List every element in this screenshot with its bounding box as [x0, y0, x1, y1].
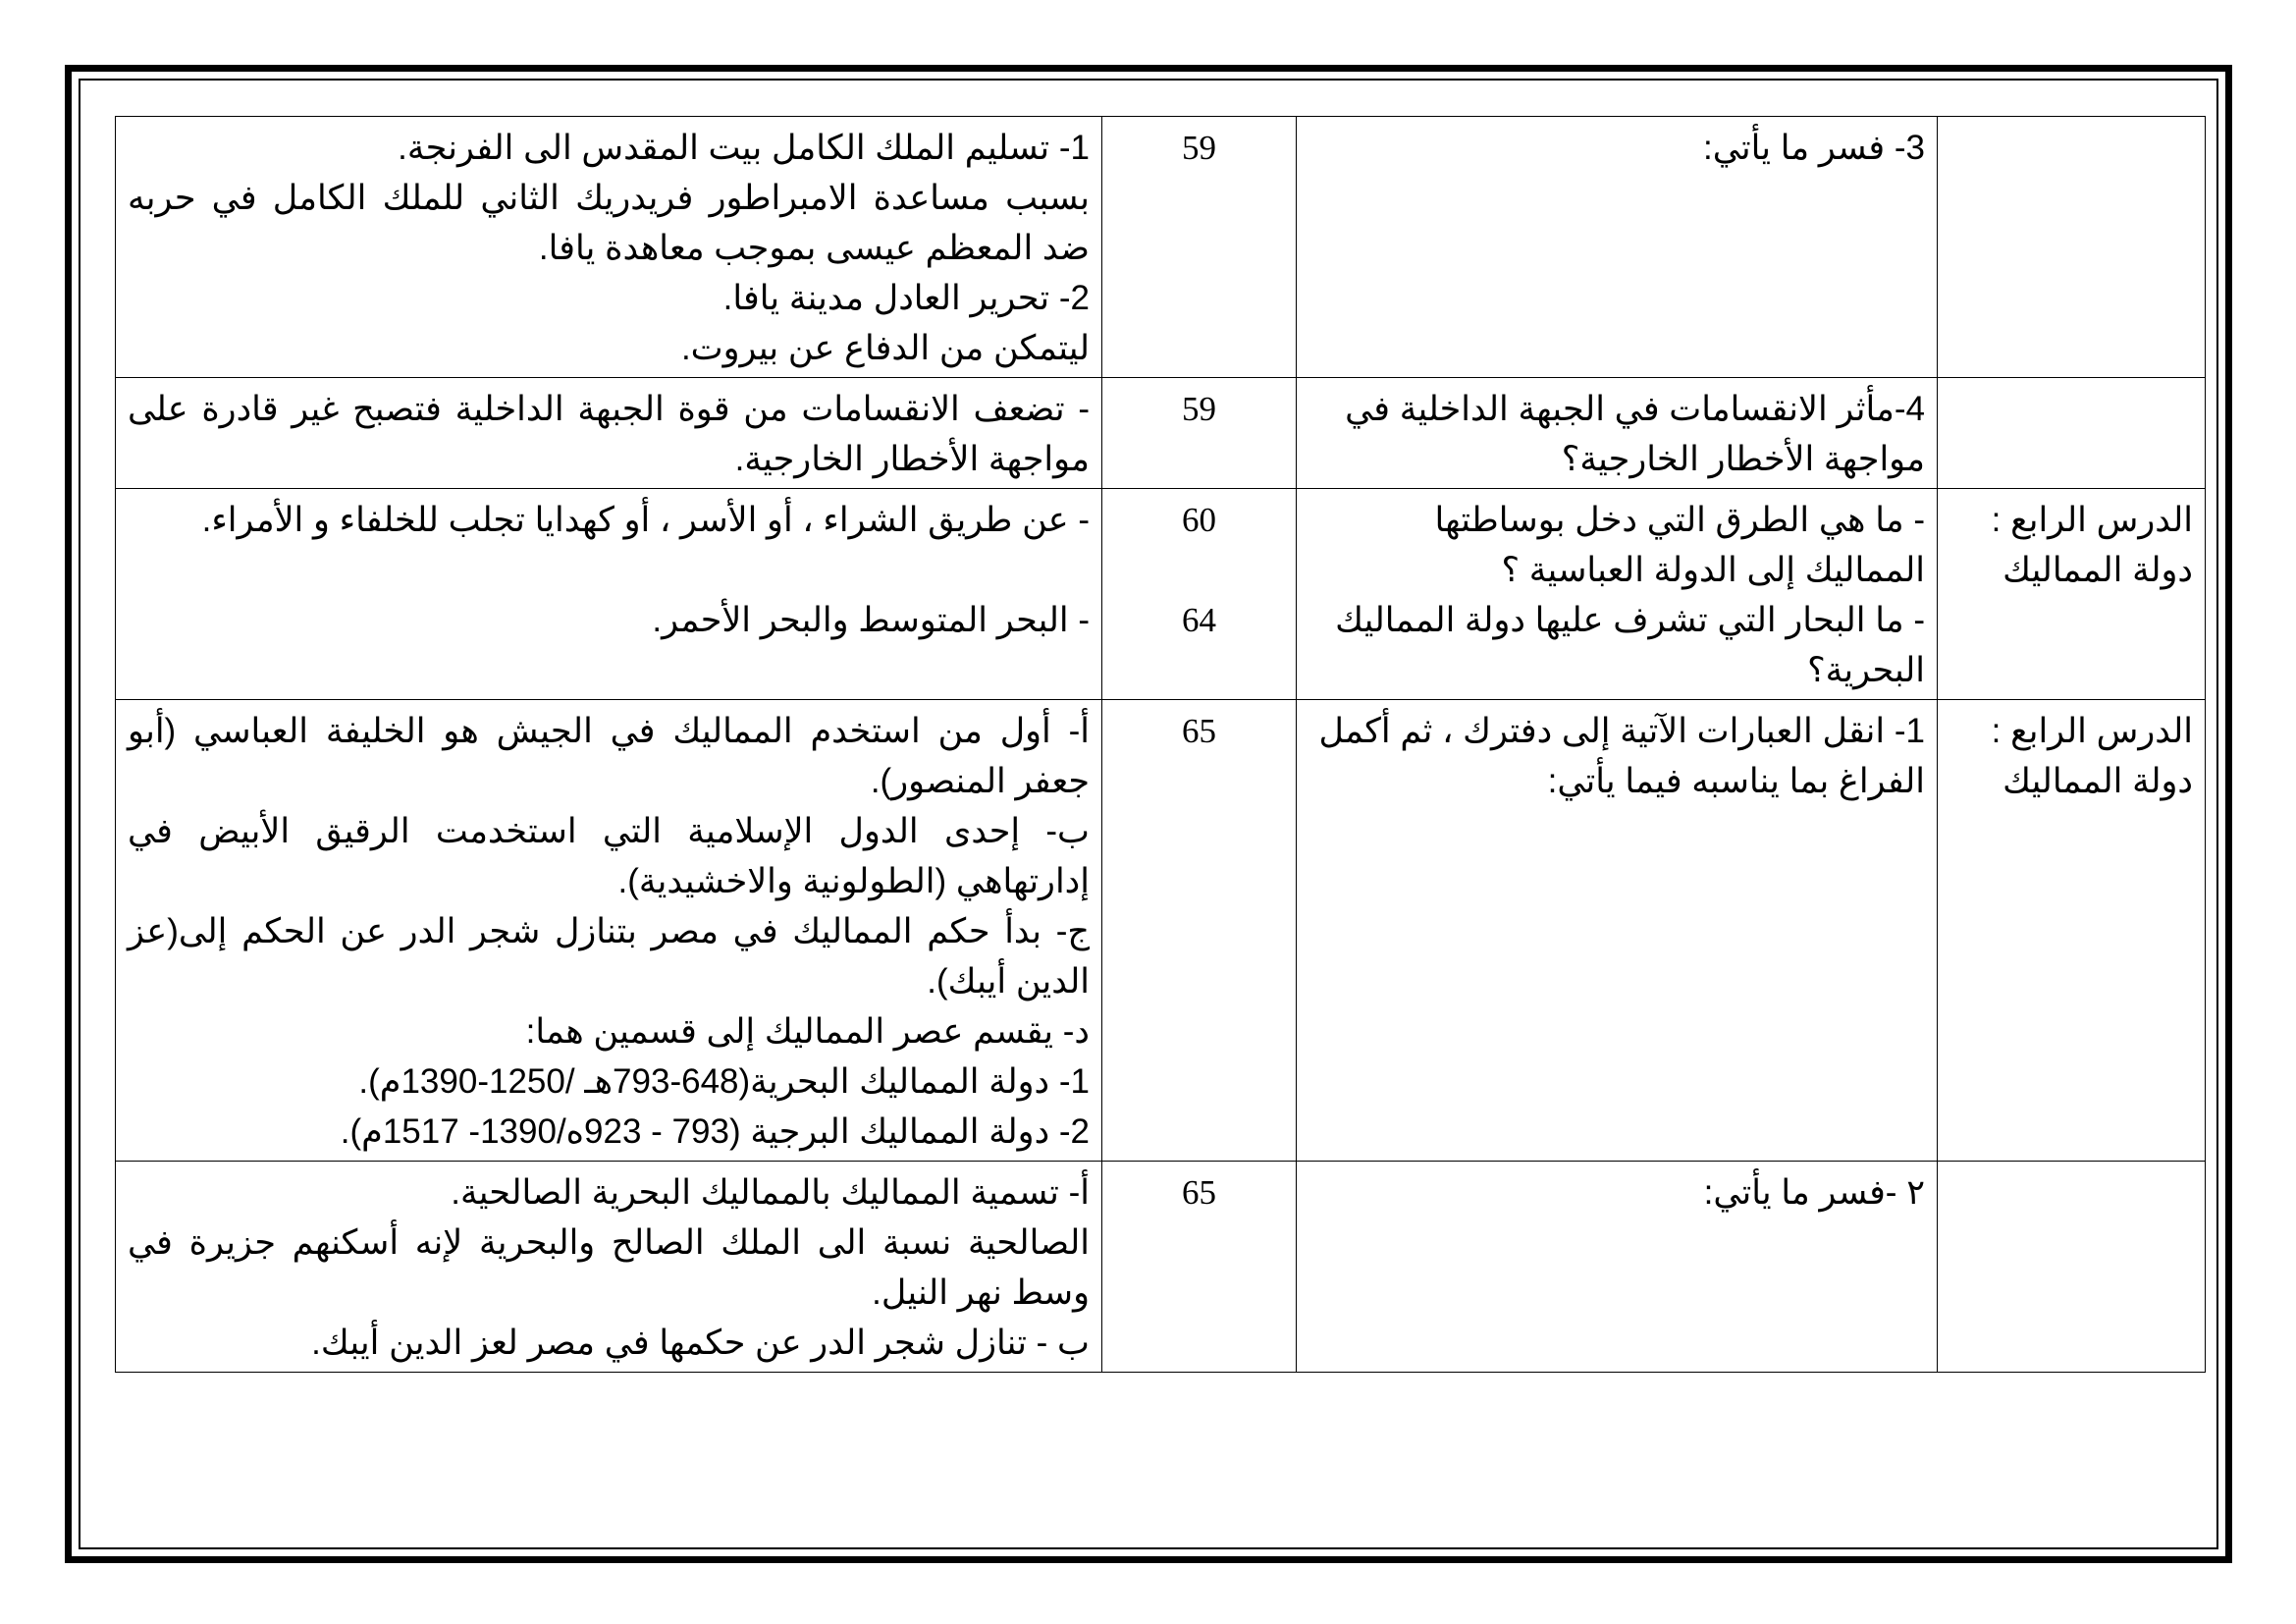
page-number-cell	[1102, 117, 1297, 378]
question-cell	[1297, 1162, 1938, 1373]
lesson-subtitle: دولة المماليك	[2002, 762, 2193, 800]
question-text: - ما هي الطرق التي دخل بوساطتها المماليك إلى الدولة العباسية ؟	[1434, 501, 1925, 589]
answer-line: ج- بدأ حكم المماليك في مصر بتنازل شجر الدر عن الحكم إلى(عز الدين أيبك).	[128, 912, 1090, 1001]
answer-cell	[116, 117, 1102, 378]
page-number: 64	[1182, 601, 1216, 639]
lesson-title: الدرس الرابع :	[1991, 712, 2193, 750]
lesson-cell	[1938, 489, 2206, 700]
questions-answers-table	[115, 116, 2206, 1373]
answer-cell	[116, 378, 1102, 489]
table-row	[116, 489, 2206, 700]
question-cell	[1297, 117, 1938, 378]
page-number: 59	[1182, 129, 1216, 167]
lesson-title: الدرس الرابع :	[1991, 501, 2193, 539]
question-text: 4-مأثر الانقسامات في الجبهة الداخلية في مواجهة الأخطار الخارجية؟	[1345, 390, 1925, 478]
lesson-cell	[1938, 378, 2206, 489]
spacer	[128, 545, 1090, 595]
answer-line: 2- تحرير العادل مدينة يافا.	[722, 279, 1090, 317]
page-number-cell	[1102, 700, 1297, 1162]
question-cell	[1297, 700, 1938, 1162]
question-cell	[1297, 378, 1938, 489]
question-text: 3- فسر ما يأتي:	[1702, 129, 1925, 167]
question-text: ٢ -فسر ما يأتي:	[1703, 1173, 1925, 1212]
answer-line: ليتمكن من الدفاع عن بيروت.	[680, 329, 1090, 367]
answer-line: - البحر المتوسط والبحر الأحمر.	[652, 601, 1090, 639]
question-cell	[1297, 489, 1938, 700]
answer-cell	[116, 1162, 1102, 1373]
page-number: 59	[1182, 390, 1216, 428]
table-row	[116, 117, 2206, 378]
lesson-cell	[1938, 1162, 2206, 1373]
answer-line: 2- دولة المماليك البرجية (793 - 923ه/1390- 1517م).	[340, 1112, 1090, 1151]
answer-line: ب - تنازل شجر الدر عن حكمها في مصر لعز الدين أيبك.	[311, 1324, 1090, 1362]
question-text: 1- انقل العبارات الآتية إلى دفترك ، ثم أكمل الفراغ بما يناسبه فيما يأتي:	[1318, 712, 1925, 800]
spacer	[1114, 545, 1284, 595]
answer-cell	[116, 700, 1102, 1162]
page-number-cell	[1102, 489, 1297, 700]
answer-line: أ- تسمية المماليك بالمماليك البحرية الصالحية.	[451, 1173, 1090, 1212]
answer-line: - عن طريق الشراء ، أو الأسر ، أو كهدايا تجلب للخلفاء و الأمراء.	[201, 501, 1090, 539]
page-number: 60	[1182, 501, 1216, 539]
answer-line: بسبب مساعدة الامبراطور فريدريك الثاني للملك الكامل في حربه ضد المعظم عيسى بموجب معاهدة يافا.	[128, 179, 1090, 267]
lesson-cell	[1938, 700, 2206, 1162]
answer-line: - تضعف الانقسامات من قوة الجبهة الداخلية فتصبح غير قادرة على مواجهة الأخطار الخارجية.	[128, 390, 1090, 478]
answer-line: 1- تسليم الملك الكامل بيت المقدس الى الفرنجة.	[398, 129, 1090, 167]
answer-line: 1- دولة المماليك البحرية(648-793هـ /1250-1390م).	[358, 1062, 1090, 1101]
answer-line: د- يقسم عصر المماليك إلى قسمين هما:	[525, 1012, 1090, 1051]
lesson-subtitle: دولة المماليك	[2002, 551, 2193, 589]
answer-cell	[116, 489, 1102, 700]
answer-line: أ- أول من استخدم المماليك في الجيش هو الخليفة العباسي (أبو جعفر المنصور).	[128, 712, 1090, 800]
page-number: 65	[1182, 712, 1216, 750]
answer-line: الصالحية نسبة الى الملك الصالح والبحرية لإنه أسكنهم جزيرة في وسط نهر النيل.	[128, 1223, 1090, 1312]
table-row	[116, 1162, 2206, 1373]
lesson-cell	[1938, 117, 2206, 378]
page-number-cell	[1102, 1162, 1297, 1373]
question-text: - ما البحار التي تشرف عليها دولة المماليك البحرية؟	[1335, 601, 1925, 689]
answer-line: ب- إحدى الدول الإسلامية التي استخدمت الرقيق الأبيض في إدارتهاهي (الطولونية والاخشيدية).	[128, 812, 1090, 900]
page-number: 65	[1182, 1173, 1216, 1212]
table-row	[116, 700, 2206, 1162]
page-number-cell	[1102, 378, 1297, 489]
table-row	[116, 378, 2206, 489]
